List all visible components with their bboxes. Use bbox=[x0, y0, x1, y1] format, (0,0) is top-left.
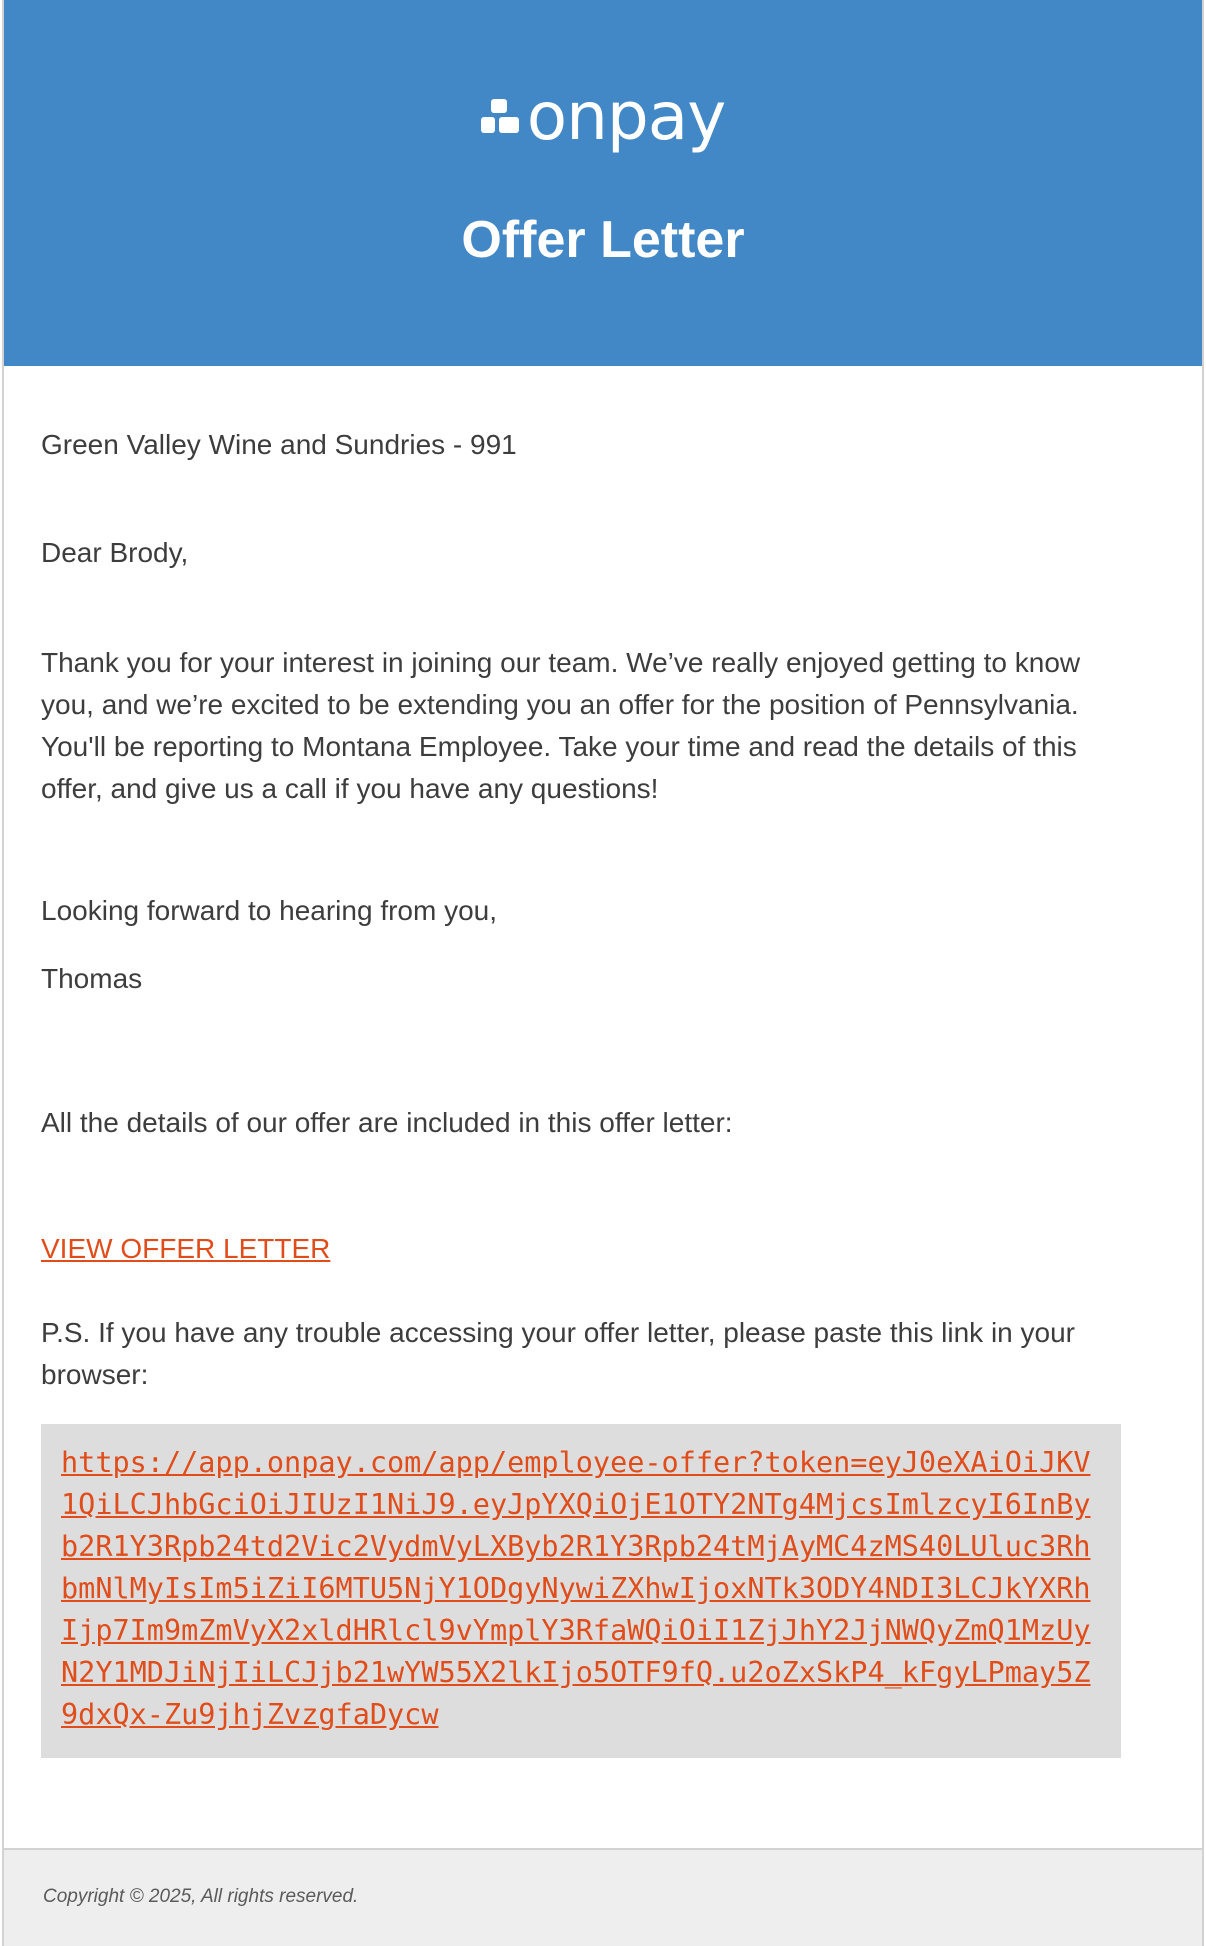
copyright-text: Copyright © 2025, All rights reserved. bbox=[43, 1886, 359, 1907]
body-paragraph: Thank you for your interest in joining our team. We’ve really enjoyed getting to know you, and we’re excited to be extending you an offer for the position of Pennsylvania. You'll be reporting to Montana Employee. Take your time and read the details of this offer, and give us a call if you have any questions! bbox=[41, 647, 1081, 804]
company-name: Green Valley Wine and Sundries - 991 bbox=[41, 429, 517, 460]
email-header bbox=[4, 0, 1202, 366]
offer-link-box bbox=[41, 1424, 1121, 1758]
view-offer-letter-link[interactable]: VIEW OFFER LETTER bbox=[41, 1233, 331, 1264]
page-title: Offer Letter bbox=[461, 211, 745, 269]
signature: Thomas bbox=[41, 963, 143, 994]
email-container bbox=[2, 0, 1204, 1946]
closing-line: Looking forward to hearing from you, bbox=[41, 895, 498, 926]
email-footer bbox=[4, 1848, 1202, 1946]
onpay-logo bbox=[4, 78, 1202, 155]
offer-url-link[interactable]: https://app.onpay.com/app/employee-offer?token=eyJ0eXAiOiJKV1QiLCJhbGciOiJIUzI1NiJ9.eyJpYXQiOjE1OTY2NTg4MjcsImlzcyI6InByb2R1Y3Rpb24td2Vic2VydmVyLXByb2R1Y3Rpb24tMjAyMC4zMS40LUluc3RhbmNlMyIsIm5iZiI6MTU5NjY1ODgyNywiZXhwIjoxNTk3ODY4NDI3LCJkYXRhIjp7Im9mZmVyX2xldHRlcl9vYmplY3RfaWQiOiI1ZjJhY2JjNWQyZmQ1MzUyN2Y1MDJiNjIiLCJjb21wYW55X2lkIjo5OTF9fQ.u2oZxSkP4_kFgyLPmay5Z9dxQx-Zu9jhjZvzgfaDycw bbox=[61, 1446, 1091, 1731]
ps-note: P.S. If you have any trouble accessing your offer letter, please paste this link in your browser: bbox=[41, 1317, 1076, 1390]
greeting: Dear Brody, bbox=[41, 537, 189, 568]
logo-wordmark: onpay bbox=[526, 78, 726, 155]
details-line: All the details of our offer are included in this offer letter: bbox=[41, 1107, 733, 1138]
onpay-squares-icon bbox=[481, 97, 521, 137]
